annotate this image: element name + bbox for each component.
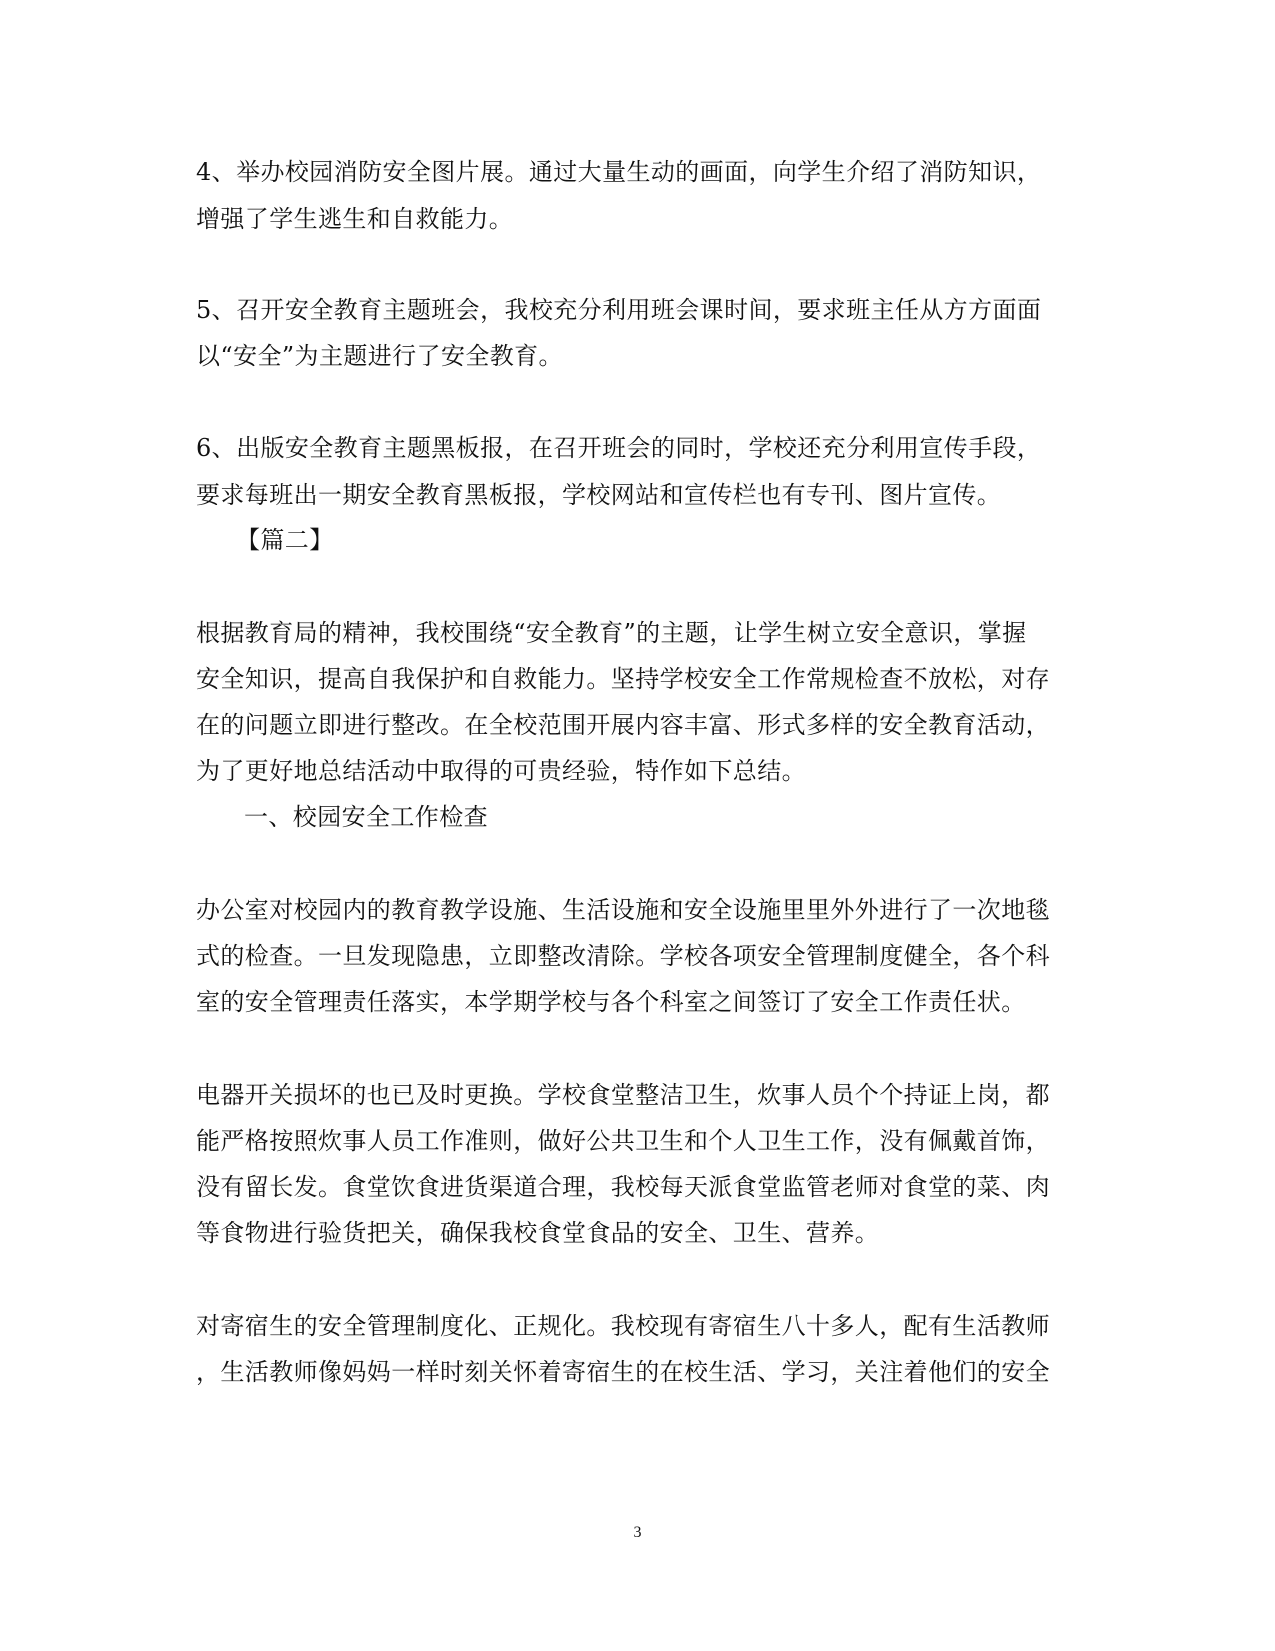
paragraph-item-5-line-1: 5、召开安全教育主题班会，我校充分利用班会课时间，要求班主任从方方面面	[196, 296, 1042, 324]
paragraph-canteen-line-1: 电器开关损坏的也已及时更换。学校食堂整洁卫生，炊事人员个个持证上岗，都	[196, 1081, 1050, 1109]
paragraph-intro-line-4: 为了更好地总结活动中取得的可贵经验，特作如下总结。	[196, 757, 806, 785]
paragraph-inspection-line-3: 室的安全管理责任落实，本学期学校与各个科室之间签订了安全工作责任状。	[196, 988, 1026, 1016]
paragraph-item-6-line-2: 要求每班出一期安全教育黑板报，学校网站和宣传栏也有专刊、图片宣传。	[196, 481, 1002, 509]
paragraph-intro-line-3: 在的问题立即进行整改。在全校范围开展内容丰富、形式多样的安全教育活动，	[196, 711, 1050, 739]
paragraph-boarding-line-2: ，生活教师像妈妈一样时刻关怀着寄宿生的在校生活、学习，关注着他们的安全	[196, 1358, 1050, 1386]
paragraph-item-4-line-1: 4、举办校园消防安全图片展。通过大量生动的画面，向学生介绍了消防知识，	[196, 158, 1042, 186]
paragraph-canteen-line-2: 能严格按照炊事人员工作准则，做好公共卫生和个人卫生工作，没有佩戴首饰，	[196, 1127, 1050, 1155]
paragraph-inspection-line-1: 办公室对校园内的教育教学设施、生活设施和安全设施里里外外进行了一次地毯	[196, 896, 1050, 924]
paragraph-item-6-line-1: 6、出版安全教育主题黑板报，在召开班会的同时，学校还充分利用宣传手段，	[196, 434, 1042, 462]
paragraph-intro-line-1: 根据教育局的精神，我校围绕“安全教育”的主题，让学生树立安全意识，掌握	[196, 619, 1027, 647]
paragraph-inspection-line-2: 式的检查。一旦发现隐患，立即整改清除。学校各项安全管理制度健全，各个科	[196, 942, 1050, 970]
paragraph-canteen-line-3: 没有留长发。食堂饮食进货渠道合理，我校每天派食堂监管老师对食堂的菜、肉	[196, 1173, 1050, 1201]
paragraph-item-5-line-2: 以“安全”为主题进行了安全教育。	[196, 342, 563, 370]
paragraph-canteen-line-4: 等食物进行验货把关，确保我校食堂食品的安全、卫生、营养。	[196, 1219, 880, 1247]
paragraph-boarding-line-1: 对寄宿生的安全管理制度化、正规化。我校现有寄宿生八十多人，配有生活教师	[196, 1312, 1050, 1340]
paragraph-item-4-line-2: 增强了学生逃生和自救能力。	[196, 205, 514, 233]
section-heading-part2: 【篇二】	[236, 526, 334, 554]
section-heading-campus-inspection: 一、校园安全工作检查	[244, 803, 488, 831]
page-number: 3	[633, 1524, 642, 1541]
paragraph-intro-line-2: 安全知识，提高自我保护和自救能力。坚持学校安全工作常规检查不放松，对存	[196, 665, 1050, 693]
